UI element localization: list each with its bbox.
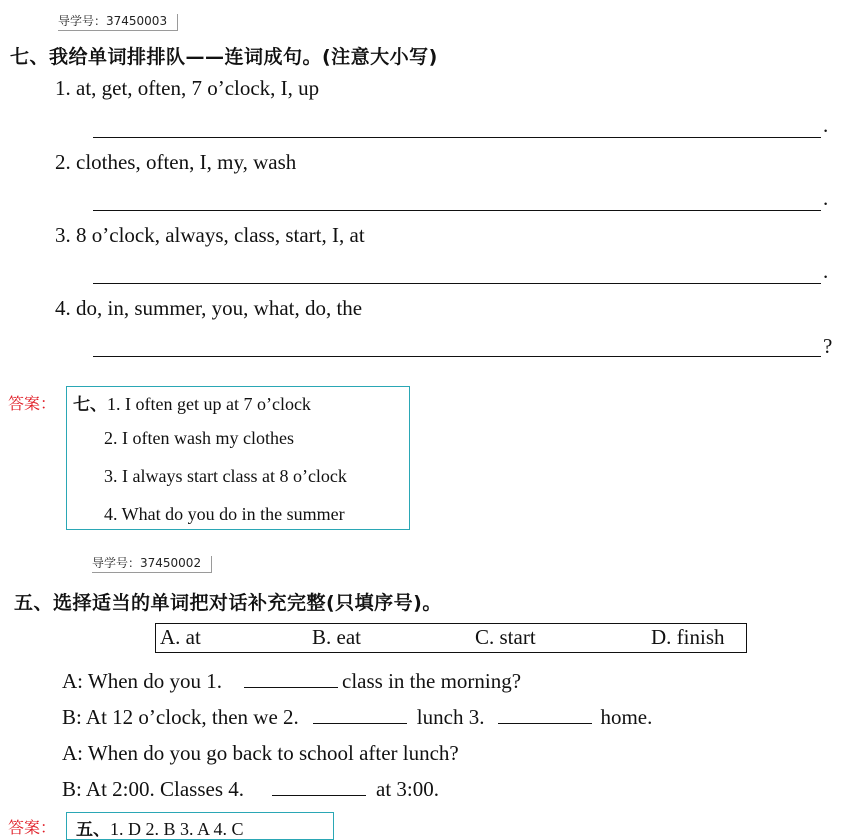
answer-line-2[interactable] <box>93 210 821 211</box>
line-end-mark: ? <box>823 334 833 358</box>
dialogue-text: B: At 2:00. Classes 4. <box>62 777 245 801</box>
dialogue-line-3: A: When do you go back to school after lunch? <box>62 741 459 765</box>
dialogue-text: at 3:00. <box>376 777 440 801</box>
blank-3[interactable] <box>498 705 592 724</box>
option-a: A. at <box>160 625 201 649</box>
answer-section-number: 七、 <box>73 395 107 415</box>
dialogue-text: class in the morning? <box>342 669 522 693</box>
answer-section-number: 五、 <box>76 820 110 840</box>
section-heading: 七、我给单词排排队——连词成句。(注意大小写) <box>10 46 438 68</box>
blank-4[interactable] <box>272 777 366 796</box>
dialogue-text: B: At 12 o’clock, then we 2. <box>62 705 299 729</box>
dialogue-text: lunch 3. <box>416 705 485 729</box>
dialogue-line-1 <box>62 669 521 694</box>
question-1: 1. at, get, often, 7 o’clock, I, up <box>55 76 320 100</box>
answer-line <box>76 815 244 840</box>
question-3: 3. 8 o’clock, always, class, start, I, at <box>55 223 365 247</box>
answer-line-3: 3. I always start class at 8 o’clock <box>104 466 347 486</box>
option-b: B. eat <box>312 625 361 649</box>
answer-line-2: 2. I often wash my clothes <box>104 428 294 448</box>
blank-2[interactable] <box>313 705 407 724</box>
blank-1[interactable] <box>244 669 338 688</box>
dialogue-text: home. <box>600 705 653 729</box>
answer-line-1 <box>73 390 311 415</box>
option-c: C. start <box>475 625 536 649</box>
answer-line-4[interactable] <box>93 356 821 357</box>
answer-label: 答案： <box>8 818 57 837</box>
line-end-mark: . <box>823 259 829 283</box>
question-4: 4. do, in, summer, you, what, do, the <box>55 296 363 320</box>
answer-text: 1. I often get up at 7 o’clock <box>107 394 311 414</box>
dialogue-text: A: When do you 1. <box>62 669 223 693</box>
answer-label: 答案： <box>8 394 57 413</box>
dialogue-line-2 <box>62 705 652 730</box>
study-code: 导学号：37450002 <box>92 556 212 573</box>
question-2: 2. clothes, often, I, my, wash <box>55 150 297 174</box>
study-code: 导学号：37450003 <box>58 14 178 31</box>
answer-line-1[interactable] <box>93 137 821 138</box>
answer-text: 1. D 2. B 3. A 4. C <box>110 819 244 839</box>
option-d: D. finish <box>651 625 725 649</box>
line-end-mark: . <box>823 113 829 137</box>
section-heading: 五、选择适当的单词把对话补充完整(只填序号)。 <box>14 592 442 614</box>
answer-line-3[interactable] <box>93 283 821 284</box>
dialogue-line-4 <box>62 777 439 802</box>
answer-line-4: 4. What do you do in the summer <box>104 504 345 524</box>
line-end-mark: . <box>823 186 829 210</box>
